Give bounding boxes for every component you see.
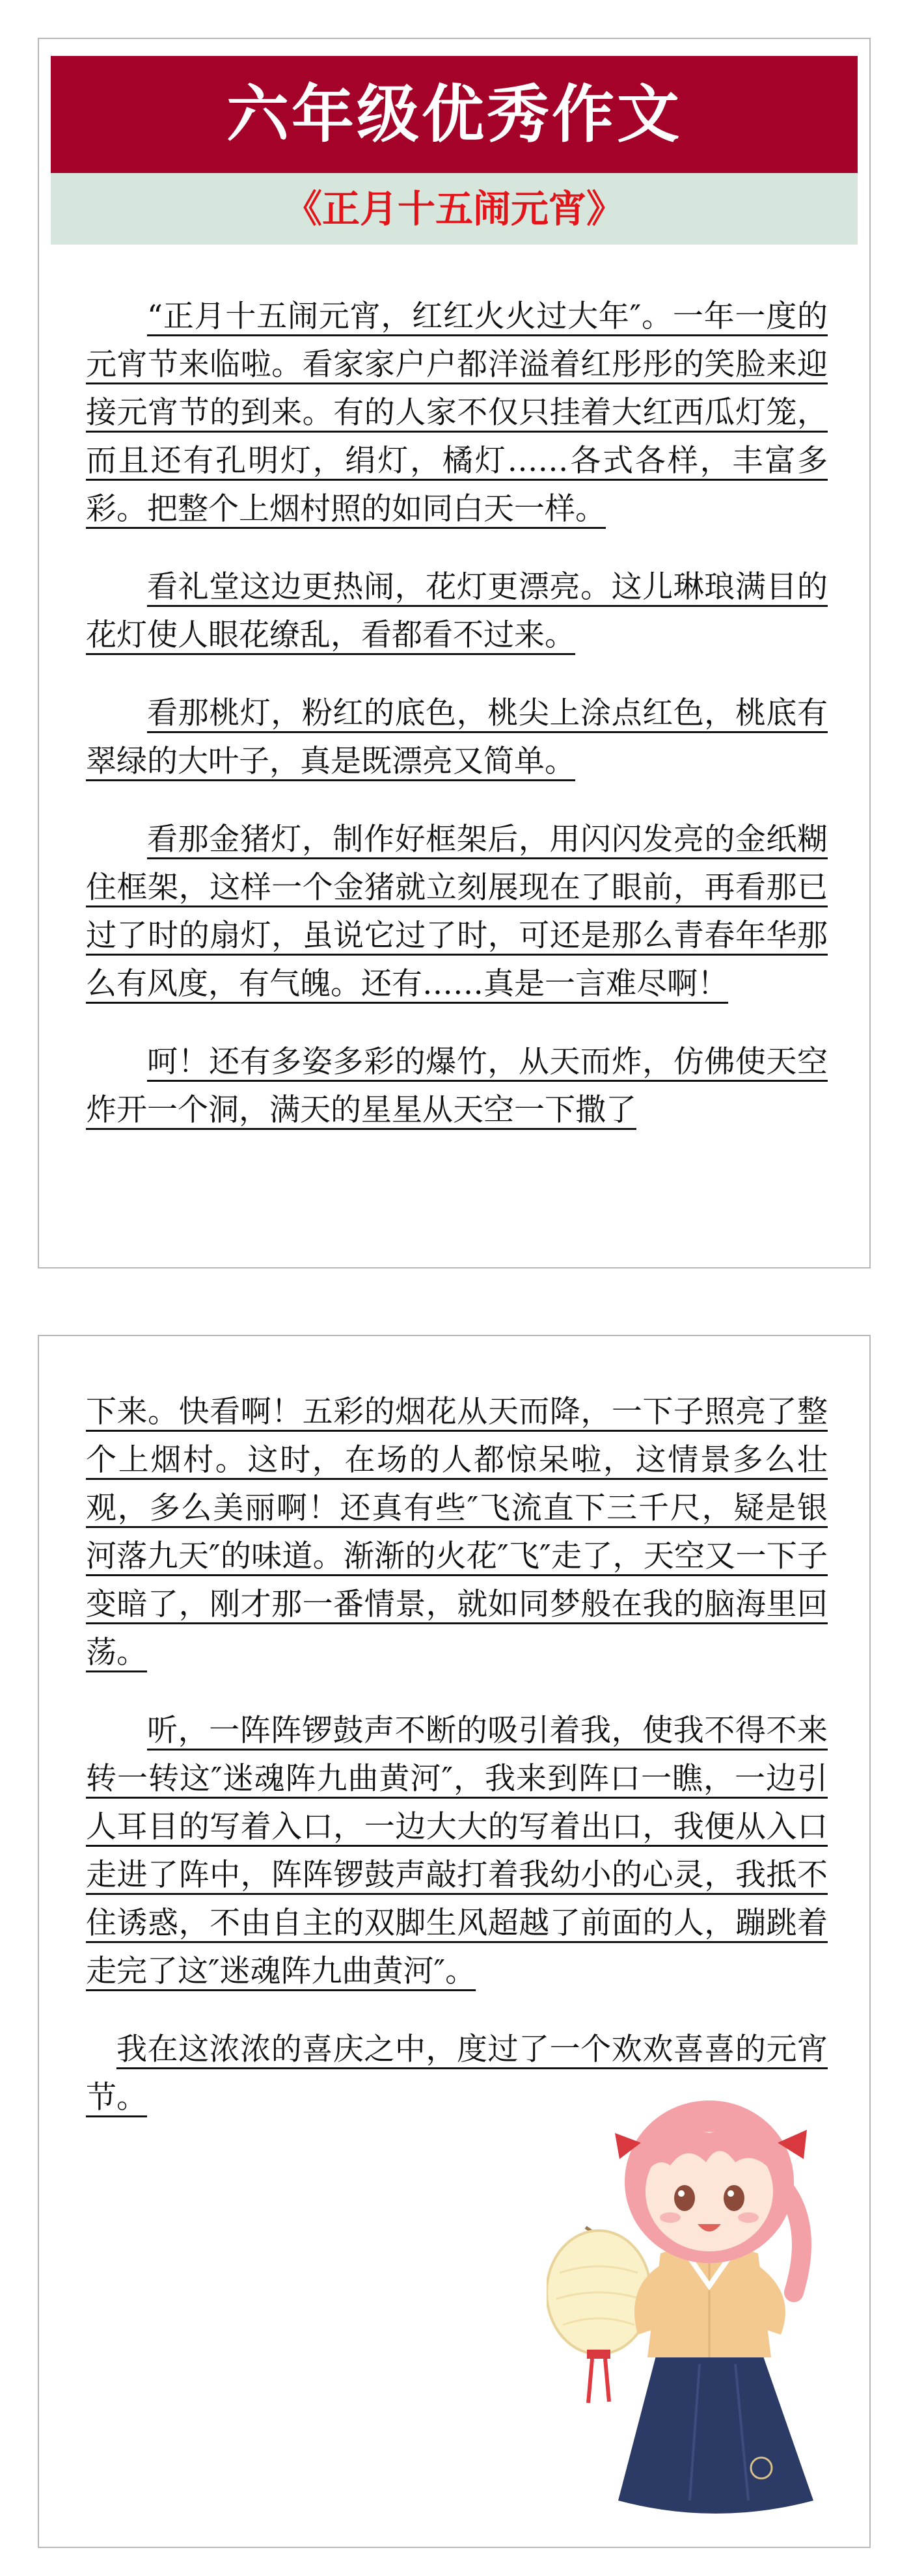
page-title: 六年级优秀作文 [51, 56, 858, 173]
paragraph-5: 呵！还有多姿多彩的爆竹，从天而炸，仿佛使天空炸开一个洞，满天的星星从天空一下撒了 [86, 1044, 828, 1128]
paragraph-1: “正月十五闹元宵，红红火火过大年″。一年一度的元宵节来临啦。看家家户户都洋溢着红彤彤的笑脸来迎接元宵节的到来。有的人家不仅只挂着大红西瓜灯笼，而且还有孔明灯，绢灯，橘灯……各式各样，丰富多彩。把整个上烟村照的如同白天一样。 [86, 299, 828, 527]
paragraph-7: 我在这浓浓的喜庆之中，度过了一个欢欢喜喜的元宵节。 [86, 2032, 828, 2115]
essay-page-2 [38, 1335, 871, 2548]
essay-subtitle: 《正月十五闹元宵》 [51, 173, 858, 245]
paragraph-4: 看那金猪灯，制作好框架后，用闪闪发亮的金纸糊住框架，这样一个金猪就立刻展现在了眼前，再看那已过了时的扇灯，虽说它过了时，可还是那么青春年华那么有风度，有气魄。还有……真是一言难尽啊！ [86, 822, 828, 1002]
paragraph-3: 看那桃灯，粉红的底色，桃尖上涂点红色，桃底有翠绿的大叶子，真是既漂亮又简单。 [86, 695, 828, 779]
paragraph-6: 听，一阵阵锣鼓声不断的吸引着我，使我不得不来转一转这″迷魂阵九曲黄河″，我来到阵口一瞧，一边引人耳目的写着入口，一边大大的写着出口，我便从入口走进了阵中，阵阵锣鼓声敲打着我幼小的心灵，我抵不住诱惑，不由自主的双脚生风超越了前面的人，蹦跳着走完了这″迷魂阵九曲黄河″。 [86, 1713, 828, 1989]
lantern-girl-illustration [547, 2078, 852, 2533]
essay-page-1 [38, 38, 871, 1268]
paragraph-5-continued: 下来。快看啊！五彩的烟花从天而降，一下子照亮了整个上烟村。这时，在场的人都惊呆啦，这情景多么壮观，多么美丽啊！还真有些″飞流直下三千尺，疑是银河落九天″的味道。渐渐的火花″飞″走了，天空又一下子变暗了，刚才那一番情景，就如同梦般在我的脑海里回荡。 [86, 1394, 828, 1670]
paragraph-2: 看礼堂这边更热闹，花灯更漂亮。这儿琳琅满目的花灯使人眼花缭乱，看都看不过来。 [86, 569, 828, 653]
essay-body-1 [86, 293, 828, 1164]
essay-body-2 [86, 1388, 828, 2152]
